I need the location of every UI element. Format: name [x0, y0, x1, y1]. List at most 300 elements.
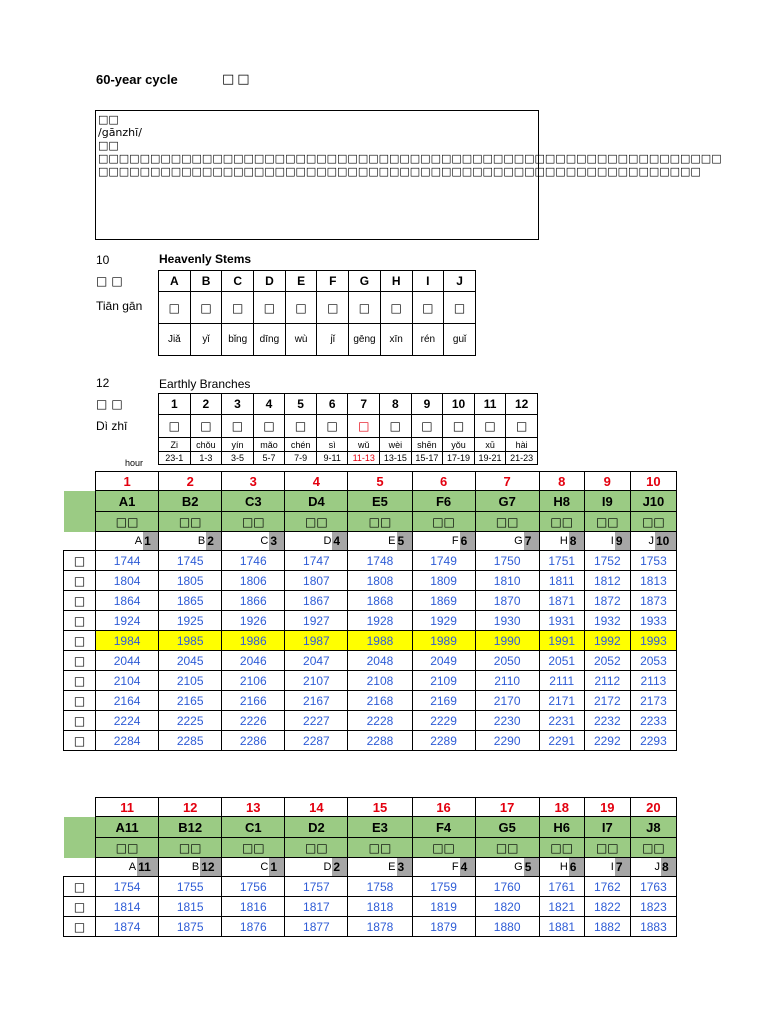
year-cell: 1823: [630, 897, 676, 917]
page-title-chinese: □□: [222, 72, 253, 87]
branch-number: 1: [159, 394, 191, 415]
cycle-split-cell: [285, 858, 348, 877]
cycle-code: F4: [412, 817, 475, 838]
stem-letter: F: [317, 271, 349, 292]
year-cell: 1807: [285, 571, 348, 591]
year-cell: 2227: [285, 711, 348, 731]
year-cell: 1814: [96, 897, 159, 917]
year-cell: 2170: [475, 691, 539, 711]
year-cell: 2105: [159, 671, 222, 691]
split-wrap: [585, 858, 630, 876]
cycle-split-cell: [475, 858, 539, 877]
branch-number: 8: [380, 394, 412, 415]
split-letter: E: [388, 861, 396, 873]
year-cell: 1864: [96, 591, 159, 611]
year-cell: 1756: [222, 877, 285, 897]
cycle-code: I9: [584, 491, 630, 512]
branch-hanzi: □: [316, 415, 348, 438]
year-cell: 1992: [584, 631, 630, 651]
cycle-code: B2: [159, 491, 222, 512]
cycle-code: F6: [412, 491, 475, 512]
split-letter: E: [388, 535, 396, 547]
split-number: 5: [397, 532, 412, 550]
split-number: 8: [661, 858, 676, 876]
cycle-code: D2: [285, 817, 348, 838]
branch-hour: 23-1: [159, 452, 191, 465]
stem-pinyin: rén: [412, 324, 444, 356]
stem-letter: J: [444, 271, 476, 292]
branch-number: 6: [316, 394, 348, 415]
cycle-split-cell: [348, 532, 412, 551]
stem-pinyin: yǐ: [190, 324, 222, 356]
stem-hanzi: □: [349, 292, 381, 324]
year-cell: 2231: [539, 711, 584, 731]
split-number: 6: [460, 532, 475, 550]
split-wrap: [631, 858, 676, 876]
year-cell: 1924: [96, 611, 159, 631]
year-cell: 1925: [159, 611, 222, 631]
year-cell: 1747: [285, 551, 348, 571]
split-letter: D: [323, 535, 332, 547]
year-cell: 2049: [412, 651, 475, 671]
year-cell: 2110: [475, 671, 539, 691]
cycle-code: J10: [630, 491, 676, 512]
year-cell: 2107: [285, 671, 348, 691]
year-cell: 1866: [222, 591, 285, 611]
branch-pinyin: wèi: [380, 438, 412, 452]
split-wrap: [159, 532, 221, 550]
year-cell: 1750: [475, 551, 539, 571]
textbox-line: /gānzhī/: [98, 126, 142, 139]
cycle-split-cell: [159, 532, 222, 551]
year-cell: 1754: [96, 877, 159, 897]
branch-hanzi: □: [380, 415, 412, 438]
stem-letter: B: [190, 271, 222, 292]
cycle-number: 8: [539, 472, 584, 491]
year-cell: 1751: [539, 551, 584, 571]
year-cell: 1984: [96, 631, 159, 651]
stem-hanzi: □: [159, 292, 191, 324]
cycle-split-cell: [584, 858, 630, 877]
split-letter: H: [559, 861, 568, 873]
row-side-glyph: □: [64, 571, 96, 591]
stem-pinyin: dīng: [254, 324, 286, 356]
year-cell: 1817: [285, 897, 348, 917]
branch-hanzi: □: [222, 415, 254, 438]
stem-pinyin: xīn: [380, 324, 412, 356]
split-letter: C: [260, 535, 269, 547]
row-side-glyph: □: [64, 897, 96, 917]
year-cell: 2230: [475, 711, 539, 731]
split-wrap: [631, 532, 676, 550]
year-cell: 2284: [96, 731, 159, 751]
year-cell: 1985: [159, 631, 222, 651]
split-wrap: [413, 532, 475, 550]
year-cell: 1804: [96, 571, 159, 591]
earthly-branches-table: [158, 393, 538, 465]
branch-number: 10: [443, 394, 475, 415]
year-cell: 1808: [348, 571, 412, 591]
year-cell: 2044: [96, 651, 159, 671]
stem-hanzi: □: [412, 292, 444, 324]
stem-letter: H: [380, 271, 412, 292]
row-side-glyph: □: [64, 671, 96, 691]
stem-pinyin: jǐ: [317, 324, 349, 356]
row-side-glyph: □: [64, 611, 96, 631]
year-cell: 2228: [348, 711, 412, 731]
split-letter: F: [451, 535, 459, 547]
stem-pinyin: gēng: [349, 324, 381, 356]
stem-pinyin: wù: [285, 324, 317, 356]
cycle-code: J8: [630, 817, 676, 838]
branch-pinyin: yín: [222, 438, 254, 452]
cycle-split-cell: [96, 532, 159, 551]
cycle-number: 13: [222, 798, 285, 817]
split-letter: A: [134, 535, 143, 547]
year-cell: 1816: [222, 897, 285, 917]
cycle-split-cell: [222, 532, 285, 551]
stem-hanzi: □: [190, 292, 222, 324]
year-cell: 1806: [222, 571, 285, 591]
year-cell: 2289: [412, 731, 475, 751]
textbox-line: □□□□□□□□□□□□□□□□□□□□□□□□□□□□□□□□□□□□□□□□□□□□□□□□□□□□□□□□□□: [98, 165, 701, 178]
textbox-line: □□: [98, 113, 119, 126]
branch-hour: 5-7: [253, 452, 285, 465]
split-number: 10: [655, 532, 676, 550]
year-cell: 1811: [539, 571, 584, 591]
row-side-glyph: □: [64, 877, 96, 897]
split-number: 11: [137, 858, 158, 876]
split-letter: I: [610, 535, 614, 547]
branch-hanzi: □: [443, 415, 475, 438]
branch-number: 5: [285, 394, 317, 415]
cycle-number: 6: [412, 472, 475, 491]
cycle-chinese: □□: [475, 838, 539, 858]
year-cell: 1805: [159, 571, 222, 591]
cycle-number: 1: [96, 472, 159, 491]
stem-pinyin: guǐ: [444, 324, 476, 356]
split-wrap: [285, 532, 347, 550]
year-cell: 2108: [348, 671, 412, 691]
branch-hanzi: □: [190, 415, 222, 438]
split-number: 5: [524, 858, 539, 876]
stem-pinyin: Jiǎ: [159, 324, 191, 356]
year-cell: 2293: [630, 731, 676, 751]
branch-pinyin: wǔ: [348, 438, 380, 452]
year-cell: 1820: [475, 897, 539, 917]
stem-letter: I: [412, 271, 444, 292]
split-wrap: [540, 858, 584, 876]
cycle-number: 3: [222, 472, 285, 491]
branches-pinyin-label: Dì zhī: [96, 419, 128, 433]
cycle-number: 14: [285, 798, 348, 817]
cycle-code: E3: [348, 817, 412, 838]
cycle-split-cell: [630, 858, 676, 877]
cycle-split-cell: [539, 532, 584, 551]
year-cell: 1813: [630, 571, 676, 591]
cycle-number: 18: [539, 798, 584, 817]
cycle-chinese: □□: [475, 512, 539, 532]
branch-hanzi: □: [506, 415, 538, 438]
branch-pinyin: shēn: [411, 438, 443, 452]
year-cell: 2048: [348, 651, 412, 671]
year-cell: 1876: [222, 917, 285, 937]
stem-pinyin: bǐng: [222, 324, 254, 356]
split-letter: D: [323, 861, 332, 873]
cycle-chinese: □□: [159, 512, 222, 532]
year-cell: 2045: [159, 651, 222, 671]
cycle-table-2: [63, 797, 677, 937]
stem-letter: G: [349, 271, 381, 292]
row-side-glyph: □: [64, 631, 96, 651]
year-cell: 2173: [630, 691, 676, 711]
empty-cell: [64, 858, 96, 877]
year-cell: 2224: [96, 711, 159, 731]
cycle-number: 19: [584, 798, 630, 817]
year-cell: 1819: [412, 897, 475, 917]
split-letter: J: [654, 861, 660, 873]
year-cell: 1762: [584, 877, 630, 897]
split-letter: B: [197, 535, 206, 547]
year-cell: 1746: [222, 551, 285, 571]
year-cell: 2166: [222, 691, 285, 711]
row-side-glyph: □: [64, 711, 96, 731]
branches-title: Earthly Branches: [159, 377, 251, 391]
branch-hanzi: □: [285, 415, 317, 438]
cycle-code: G5: [475, 817, 539, 838]
split-number: 8: [569, 532, 584, 550]
split-wrap: [96, 532, 158, 550]
cycle-split-cell: [539, 858, 584, 877]
split-number: 7: [615, 858, 630, 876]
stems-title: Heavenly Stems: [159, 252, 252, 266]
year-cell: 1745: [159, 551, 222, 571]
stem-letter: D: [254, 271, 286, 292]
year-cell: 2053: [630, 651, 676, 671]
year-cell: 2290: [475, 731, 539, 751]
cycle-split-cell: [222, 858, 285, 877]
branch-hour: 19-21: [474, 452, 506, 465]
cycle-table-1: [63, 471, 677, 751]
cycle-chinese: □□: [584, 838, 630, 858]
year-cell: 2111: [539, 671, 584, 691]
year-cell: 1926: [222, 611, 285, 631]
year-cell: 1990: [475, 631, 539, 651]
year-cell: 1881: [539, 917, 584, 937]
cycle-chinese: □□: [285, 838, 348, 858]
cycle-number: 5: [348, 472, 412, 491]
year-cell: 2291: [539, 731, 584, 751]
split-letter: J: [648, 535, 654, 547]
year-cell: 1749: [412, 551, 475, 571]
year-cell: 1809: [412, 571, 475, 591]
branch-hanzi: □: [253, 415, 285, 438]
year-cell: 1812: [584, 571, 630, 591]
year-cell: 1880: [475, 917, 539, 937]
year-cell: 1987: [285, 631, 348, 651]
stem-hanzi: □: [444, 292, 476, 324]
branch-number: 2: [190, 394, 222, 415]
cycle-chinese: □□: [412, 512, 475, 532]
year-cell: 1871: [539, 591, 584, 611]
cycle-chinese: □□: [539, 512, 584, 532]
stems-pinyin-label: Tiān gān: [96, 299, 143, 313]
empty-cell: [64, 838, 96, 858]
stems-chinese-label: □□: [96, 274, 127, 288]
cycle-number: 11: [96, 798, 159, 817]
year-cell: 2287: [285, 731, 348, 751]
split-number: 7: [524, 532, 539, 550]
branches-chinese-label: □□: [96, 397, 127, 411]
branch-hour: 21-23: [506, 452, 538, 465]
cycle-chinese: □□: [96, 838, 159, 858]
cycle-chinese: □□: [584, 512, 630, 532]
branch-number: 7: [348, 394, 380, 415]
year-cell: 2225: [159, 711, 222, 731]
year-cell: 1989: [412, 631, 475, 651]
branch-pinyin: Zi: [159, 438, 191, 452]
cycle-number: 10: [630, 472, 676, 491]
year-cell: 1760: [475, 877, 539, 897]
year-cell: 1810: [475, 571, 539, 591]
branch-pinyin: yǒu: [443, 438, 475, 452]
split-wrap: [285, 858, 347, 876]
cycle-chinese: □□: [630, 838, 676, 858]
year-cell: 2171: [539, 691, 584, 711]
cycle-number: 9: [584, 472, 630, 491]
branch-hour: 11-13: [348, 452, 380, 465]
cycle-number: 12: [159, 798, 222, 817]
stem-letter: C: [222, 271, 254, 292]
cycle-split-cell: [412, 858, 475, 877]
split-number: 9: [615, 532, 630, 550]
branch-pinyin: xū: [474, 438, 506, 452]
split-letter: G: [514, 861, 523, 873]
cycle-number: 17: [475, 798, 539, 817]
year-cell: 1931: [539, 611, 584, 631]
cycle-code: H8: [539, 491, 584, 512]
year-cell: 1755: [159, 877, 222, 897]
stem-hanzi: □: [285, 292, 317, 324]
year-cell: 2168: [348, 691, 412, 711]
split-wrap: [413, 858, 475, 876]
year-cell: 1821: [539, 897, 584, 917]
split-wrap: [585, 532, 630, 550]
branch-number: 9: [411, 394, 443, 415]
branch-hour: 7-9: [285, 452, 317, 465]
textbox-line: □□□□□□□□□□□□□□□□□□□□□□□□□□□□□□□□□□□□□□□□□□□□□□□□□□□□□□□□□□□□: [98, 152, 722, 165]
year-cell: 2109: [412, 671, 475, 691]
branch-hour: 9-11: [316, 452, 348, 465]
year-cell: 2104: [96, 671, 159, 691]
split-wrap: [96, 858, 158, 876]
split-wrap: [476, 858, 539, 876]
cycle-chinese: □□: [222, 512, 285, 532]
year-cell: 2288: [348, 731, 412, 751]
year-cell: 2286: [222, 731, 285, 751]
cycle-chinese: □□: [159, 838, 222, 858]
year-cell: 1815: [159, 897, 222, 917]
branch-pinyin: chǒu: [190, 438, 222, 452]
branch-hanzi: □: [411, 415, 443, 438]
page-title: 60-year cycle: [96, 72, 178, 87]
branch-pinyin: hài: [506, 438, 538, 452]
textbox-line: □□: [98, 139, 119, 152]
branch-pinyin: chén: [285, 438, 317, 452]
cycle-number: 20: [630, 798, 676, 817]
cycle-number: 4: [285, 472, 348, 491]
year-cell: 1763: [630, 877, 676, 897]
branch-number: 4: [253, 394, 285, 415]
empty-cell: [64, 798, 96, 817]
cycle-chinese: □□: [222, 838, 285, 858]
split-number: 1: [269, 858, 284, 876]
branch-hour: 3-5: [222, 452, 254, 465]
branch-number: 3: [222, 394, 254, 415]
cycle-code: C3: [222, 491, 285, 512]
definition-textbox: [95, 110, 722, 240]
split-number: 3: [269, 532, 284, 550]
split-letter: A: [128, 861, 137, 873]
split-number: 2: [332, 858, 347, 876]
cycle-chinese: □□: [630, 512, 676, 532]
branch-hanzi: □: [474, 415, 506, 438]
cycle-code: C1: [222, 817, 285, 838]
empty-cell: [64, 512, 96, 532]
branches-count: 12: [96, 376, 110, 390]
year-cell: 1879: [412, 917, 475, 937]
year-cell: 1874: [96, 917, 159, 937]
cycle-code: A11: [96, 817, 159, 838]
year-cell: 2164: [96, 691, 159, 711]
split-letter: C: [260, 861, 269, 873]
split-wrap: [348, 532, 411, 550]
branch-hour: 17-19: [443, 452, 475, 465]
cycle-split-cell: [285, 532, 348, 551]
branch-hour: 1-3: [190, 452, 222, 465]
year-cell: 1744: [96, 551, 159, 571]
stem-hanzi: □: [317, 292, 349, 324]
split-number: 12: [200, 858, 221, 876]
year-cell: 2226: [222, 711, 285, 731]
year-cell: 1758: [348, 877, 412, 897]
cycle-split-cell: [412, 532, 475, 551]
row-side-glyph: □: [64, 917, 96, 937]
cycle-split-cell: [159, 858, 222, 877]
split-number: 4: [460, 858, 475, 876]
branch-hour: 13-15: [380, 452, 412, 465]
split-wrap: [222, 532, 284, 550]
split-number: 6: [569, 858, 584, 876]
cycle-split-cell: [584, 532, 630, 551]
split-letter: H: [559, 535, 568, 547]
year-cell: 1867: [285, 591, 348, 611]
year-cell: 1929: [412, 611, 475, 631]
stems-count: 10: [96, 253, 110, 267]
split-wrap: [222, 858, 284, 876]
year-cell: 2046: [222, 651, 285, 671]
year-cell: 2050: [475, 651, 539, 671]
year-cell: 1988: [348, 631, 412, 651]
year-cell: 1877: [285, 917, 348, 937]
cycle-code: I7: [584, 817, 630, 838]
year-cell: 1986: [222, 631, 285, 651]
split-number: 2: [206, 532, 221, 550]
year-cell: 1757: [285, 877, 348, 897]
year-cell: 2052: [584, 651, 630, 671]
year-cell: 1818: [348, 897, 412, 917]
hour-label: hour: [125, 458, 144, 468]
